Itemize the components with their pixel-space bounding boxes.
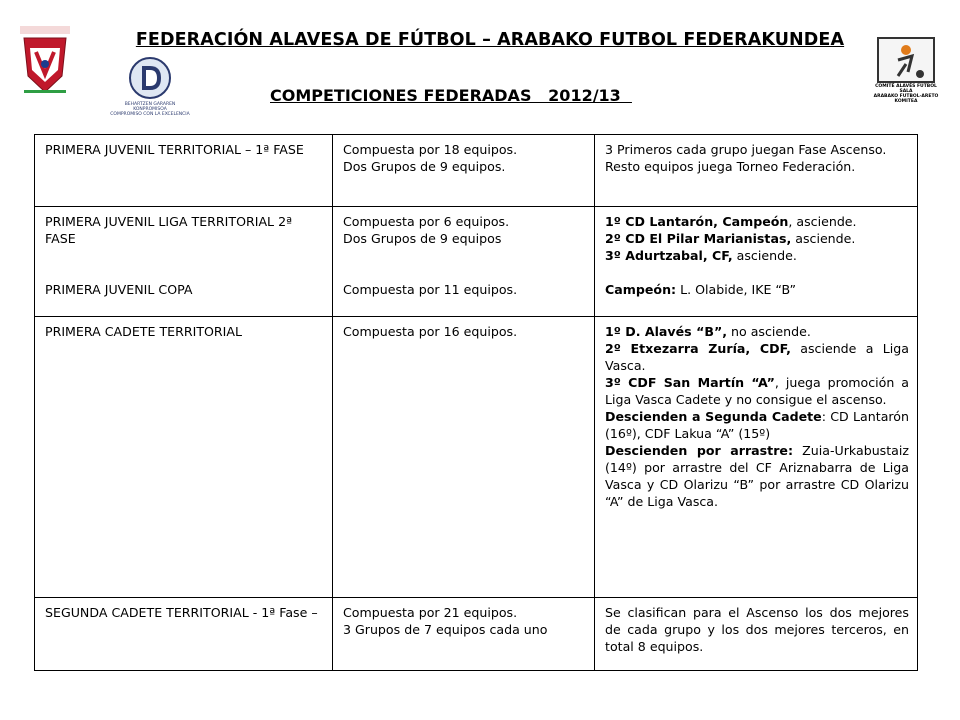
result-line: Descienden por arrastre: Zuia-Urkabustaiz (14º) por arrastre del CF Ariznabarra de Liga Vasca y CD Olarizu “B” por arrastre CD Olarizu “A” de Liga Vasca. [605, 443, 909, 509]
composition-line: 3 Grupos de 7 equipos cada uno [343, 622, 548, 637]
result-line-secondary: Campeón: L. Olabide, IKE “B” [605, 282, 797, 297]
result-line: Descienden a Segunda Cadete: CD Lantarón (16º), CDF Lakua “A” (15º) [605, 409, 909, 441]
competition-name: SEGUNDA CADETE TERRITORIAL - 1ª Fase – [45, 605, 318, 620]
composition-cell [333, 598, 595, 671]
result-cell [595, 598, 918, 671]
composition-line: Compuesta por 21 equipos. [343, 605, 518, 620]
d-emblem-icon [110, 56, 190, 122]
competition-cell [35, 317, 333, 598]
result-line: Se clasifican para el Ascenso los dos mejores de cada grupo y los dos mejores terceros, en total 8 equipos. [605, 605, 909, 654]
center-caption-2: COMPROMISO CON LA EXCELENCIA [110, 112, 190, 117]
composition-line: Compuesta por 18 equipos. [343, 142, 518, 157]
competitions-table [34, 134, 918, 671]
competition-name: PRIMERA JUVENIL TERRITORIAL – 1ª FASE [45, 142, 304, 157]
right-caption-2: ARABAKO FUTBOL-ARETO KOMITEA [873, 94, 939, 104]
composition-line-secondary: Compuesta por 11 equipos. [343, 282, 518, 297]
competition-cell [35, 135, 333, 207]
result-line: 1º CD Lantarón, Campeón, asciende. [605, 214, 857, 229]
page-title: FEDERACIÓN ALAVESA DE FÚTBOL – ARABAKO FUTBOL FEDERAKUNDEA [135, 30, 845, 50]
competition-name: PRIMERA CADETE TERRITORIAL [45, 324, 243, 339]
result-line: Resto equipos juega Torneo Federación. [605, 159, 856, 174]
result-line: 3º CDF San Martín “A”, juega promoción a Liga Vasca Cadete y no consigue el ascenso. [605, 375, 909, 407]
result-cell [595, 207, 918, 317]
result-line: 2º CD El Pilar Marianistas, asciende. [605, 231, 856, 246]
competition-name-secondary: PRIMERA JUVENIL COPA [45, 282, 193, 297]
competition-cell [35, 207, 333, 317]
result-line: 1º D. Alavés “B”, no asciende. [605, 324, 811, 339]
table-row [35, 135, 918, 207]
result-line: 3 Primeros cada grupo juegan Fase Ascenso. [605, 142, 887, 157]
competition-cell [35, 598, 333, 671]
table-row [35, 598, 918, 671]
competition-name: PRIMERA JUVENIL LIGA TERRITORIAL 2ª FASE [45, 214, 293, 246]
result-line: 2º Etxezarra Zuría, CDF, asciende a Liga Vasca. [605, 341, 909, 373]
composition-line: Dos Grupos de 9 equipos [343, 231, 502, 246]
center-caption-1: BEHARTZEN GARAREN KONPROMISOA [124, 102, 176, 112]
result-cell [595, 317, 918, 598]
composition-cell [333, 135, 595, 207]
page-subtitle: COMPETICIONES FEDERADAS 2012/13 [270, 86, 632, 105]
composition-line: Compuesta por 6 equipos. [343, 214, 510, 229]
composition-line: Compuesta por 16 equipos. [343, 324, 518, 339]
table-row [35, 207, 918, 317]
table-row [35, 317, 918, 598]
composition-cell [333, 317, 595, 598]
composition-line: Dos Grupos de 9 equipos. [343, 159, 506, 174]
result-line: 3º Adurtzabal, CF, asciende. [605, 248, 797, 263]
composition-cell [333, 207, 595, 317]
right-caption-1: COMITÉ ALAVÉS FÚTBOL SALA [875, 84, 937, 94]
result-cell [595, 135, 918, 207]
